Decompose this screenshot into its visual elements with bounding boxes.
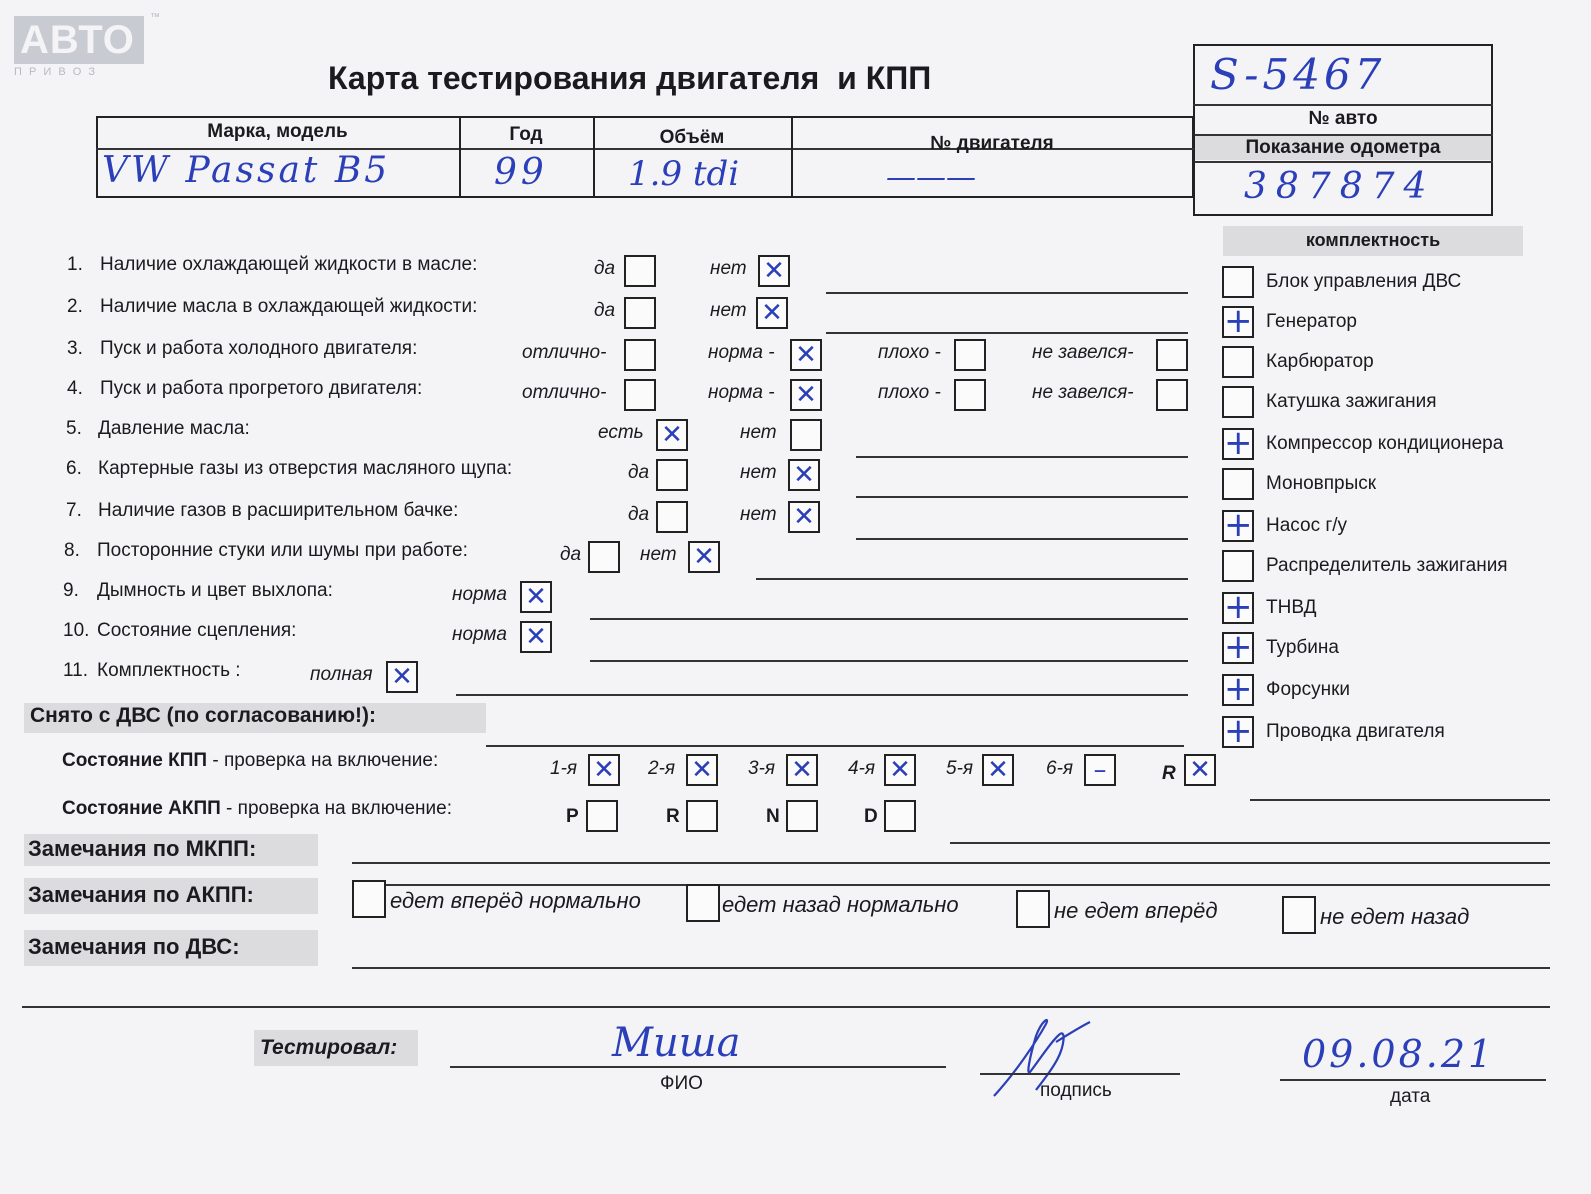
komplekt-item: Компрессор кондиционера bbox=[1266, 433, 1504, 454]
komplekt-item: Форсунки bbox=[1266, 679, 1350, 700]
check-text: Комплектность : bbox=[97, 660, 241, 681]
komplekt-item: Блок управления ДВС bbox=[1266, 271, 1462, 292]
akpp-option-label: едет назад нормально bbox=[722, 892, 959, 917]
remarks-mkpp-line bbox=[352, 862, 1550, 864]
check-option-label: норма - bbox=[708, 382, 775, 403]
akpp-gear-label: P bbox=[566, 806, 579, 827]
check-option-box-mark: ✕ bbox=[391, 662, 413, 692]
sign-label: подпись bbox=[1040, 1080, 1112, 1101]
check-option-box[interactable] bbox=[520, 621, 552, 653]
komplekt-item: Насос г/у bbox=[1266, 515, 1348, 536]
komplekt-box-mark: + bbox=[1224, 711, 1253, 751]
komplekt-box[interactable] bbox=[1222, 550, 1254, 582]
check-text: Наличие масла в охлаждающей жидкости: bbox=[100, 296, 478, 317]
logo-subtext: П Р И В О З bbox=[14, 66, 97, 78]
check-comment-line bbox=[856, 456, 1188, 458]
check-text: Пуск и работа холодного двигателя: bbox=[100, 338, 418, 359]
sign-line bbox=[980, 1073, 1180, 1075]
check-option-label: есть bbox=[598, 422, 644, 443]
kpp-gear-box[interactable] bbox=[1084, 754, 1116, 786]
remarks-akpp-line bbox=[352, 884, 1550, 886]
kpp-gear-box-mark: ✕ bbox=[791, 755, 813, 785]
akpp-option-box[interactable] bbox=[352, 880, 386, 918]
komplekt-item: Генератор bbox=[1266, 311, 1357, 332]
header-col-year: Год bbox=[509, 124, 543, 145]
kpp-gear-label: 6-я bbox=[1046, 758, 1074, 779]
komplekt-box-mark: + bbox=[1224, 301, 1253, 341]
akpp-label-rest: - проверка на включение: bbox=[220, 798, 452, 819]
check-option-label: да bbox=[628, 462, 650, 483]
kpp-gear-label: 5-я bbox=[946, 758, 974, 779]
check-option-label: норма bbox=[452, 584, 507, 605]
check-option-box[interactable] bbox=[520, 581, 552, 613]
check-option-label: полная bbox=[310, 664, 373, 685]
check-comment-line bbox=[826, 292, 1188, 294]
komplekt-item: Распределитель зажигания bbox=[1266, 555, 1508, 576]
kpp-gear-box-mark: ✕ bbox=[691, 755, 713, 785]
car-id-label: № авто bbox=[1308, 108, 1378, 129]
check-option-box[interactable] bbox=[954, 379, 986, 411]
check-option-box[interactable] bbox=[788, 501, 820, 533]
check-number: 6. bbox=[66, 458, 82, 479]
check-option-box[interactable] bbox=[624, 255, 656, 287]
remarks-dvs-line bbox=[352, 967, 1550, 969]
kpp-gear-box[interactable] bbox=[786, 754, 818, 786]
check-option-label: нет bbox=[740, 462, 777, 483]
komplekt-box[interactable] bbox=[1222, 386, 1254, 418]
volume-value: 1.9 tdi bbox=[628, 154, 740, 194]
check-option-box[interactable] bbox=[954, 339, 986, 371]
check-number: 5. bbox=[66, 418, 82, 439]
check-number: 7. bbox=[66, 500, 82, 521]
komplekt-box-mark: + bbox=[1224, 627, 1253, 667]
akpp-gear-label: R bbox=[666, 806, 680, 827]
page-title: Карта тестирования двигателя и КПП bbox=[328, 60, 932, 96]
check-comment-line bbox=[590, 660, 1188, 662]
check-option-box[interactable] bbox=[588, 541, 620, 573]
engine-no-value: ——— bbox=[886, 160, 976, 195]
komplekt-item: Карбюратор bbox=[1266, 351, 1374, 372]
kpp-gear-box[interactable] bbox=[686, 754, 718, 786]
check-comment-line bbox=[826, 332, 1188, 334]
kpp-gear-label: 2-я bbox=[648, 758, 676, 779]
check-text: Пуск и работа прогретого двигателя: bbox=[100, 378, 423, 399]
check-option-box-mark: ✕ bbox=[693, 542, 715, 572]
akpp-label bbox=[62, 798, 452, 820]
komplekt-item: Моновпрыск bbox=[1266, 473, 1377, 494]
check-option-label: да bbox=[628, 504, 650, 525]
check-option-label: нет bbox=[740, 504, 777, 525]
check-option-label: да bbox=[594, 258, 616, 279]
check-comment-line bbox=[590, 618, 1188, 620]
komplekt-item: Катушка зажигания bbox=[1266, 391, 1437, 412]
check-option-box[interactable] bbox=[790, 379, 822, 411]
akpp-gear-box[interactable] bbox=[586, 800, 618, 832]
check-option-box-mark: ✕ bbox=[795, 380, 817, 410]
komplekt-box[interactable] bbox=[1222, 711, 1254, 751]
check-text: Состояние сцепления: bbox=[97, 620, 297, 641]
car-id-value: S-5467 bbox=[1210, 50, 1386, 99]
remarks-akpp-label: Замечания по АКПП: bbox=[28, 882, 254, 907]
kpp-gear-box-mark: – bbox=[1093, 755, 1107, 785]
check-text: Наличие газов в расширительном бачке: bbox=[98, 500, 459, 521]
akpp-option-label: не едет назад bbox=[1320, 904, 1470, 929]
check-option-label: норма bbox=[452, 624, 507, 645]
komplekt-item: Проводка двигателя bbox=[1266, 721, 1445, 742]
akpp-gear-box[interactable] bbox=[786, 800, 818, 832]
check-number: 3. bbox=[67, 338, 83, 359]
check-option-label: не завелся- bbox=[1032, 382, 1134, 403]
akpp-option-box[interactable] bbox=[686, 884, 720, 922]
logo-text: АВТО bbox=[14, 16, 144, 64]
akpp-gear-box[interactable] bbox=[884, 800, 916, 832]
check-option-box-mark: ✕ bbox=[763, 256, 785, 286]
kpp-gear-label: 1-я bbox=[550, 758, 578, 779]
kpp-gear-box-mark: ✕ bbox=[1189, 755, 1211, 785]
kpp-gear-label: 3-я bbox=[748, 758, 776, 779]
komplekt-box-mark: + bbox=[1224, 587, 1253, 627]
check-number: 4. bbox=[67, 378, 83, 399]
check-number: 9. bbox=[63, 580, 79, 601]
kpp-gear-box[interactable] bbox=[884, 754, 916, 786]
remarks-dvs-label: Замечания по ДВС: bbox=[28, 934, 240, 959]
check-option-label: нет bbox=[740, 422, 777, 443]
check-number: 8. bbox=[64, 540, 80, 561]
kpp-label-bold: Состояние КПП bbox=[62, 750, 208, 771]
komplekt-box-mark: + bbox=[1224, 505, 1253, 545]
check-option-box-mark: ✕ bbox=[525, 582, 547, 612]
akpp-gear-label: N bbox=[766, 806, 780, 827]
check-option-box-mark: ✕ bbox=[525, 622, 547, 652]
check-option-box[interactable] bbox=[790, 419, 822, 451]
test-date: 09.08.21 bbox=[1302, 1032, 1496, 1076]
komplekt-item: ТНВД bbox=[1266, 597, 1317, 618]
header-col-model: Марка, модель bbox=[207, 121, 348, 142]
date-line bbox=[1280, 1079, 1546, 1081]
check-text: Картерные газы из отверстия масляного щупа: bbox=[98, 458, 513, 479]
check-option-box[interactable] bbox=[624, 339, 656, 371]
komplekt-box[interactable] bbox=[1222, 423, 1254, 463]
komplekt-title: комплектность bbox=[1305, 230, 1441, 250]
check-option-box[interactable] bbox=[656, 501, 688, 533]
kpp-gear-box-mark: ✕ bbox=[987, 755, 1009, 785]
removed-label: Снято с ДВС (по согласованию!): bbox=[30, 704, 377, 727]
odometer-divider bbox=[1193, 161, 1493, 163]
check-option-label: отлично- bbox=[522, 342, 607, 363]
check-option-box[interactable] bbox=[790, 339, 822, 371]
check-option-box[interactable] bbox=[688, 541, 720, 573]
odometer-label: Показание одометра bbox=[1245, 137, 1441, 158]
check-option-box[interactable] bbox=[624, 379, 656, 411]
kpp-gear-box[interactable] bbox=[588, 754, 620, 786]
check-text: Посторонние стуки или шумы при работе: bbox=[97, 540, 468, 561]
akpp-option-label: не едет вперёд bbox=[1054, 898, 1218, 923]
check-option-box[interactable] bbox=[788, 459, 820, 491]
komplekt-box[interactable] bbox=[1222, 505, 1254, 545]
check-number: 10. bbox=[63, 620, 90, 641]
komplekt-box[interactable] bbox=[1222, 587, 1254, 627]
check-option-label: не завелся- bbox=[1032, 342, 1134, 363]
check-option-box-mark: ✕ bbox=[793, 460, 815, 490]
akpp-line bbox=[950, 842, 1550, 844]
removed-line bbox=[486, 745, 1184, 747]
logo-trademark: ™ bbox=[150, 12, 160, 23]
komplekt-box-mark: + bbox=[1224, 423, 1253, 463]
check-option-label: да bbox=[594, 300, 616, 321]
check-option-label: отлично- bbox=[522, 382, 607, 403]
logo bbox=[14, 12, 160, 78]
check-comment-line bbox=[856, 496, 1188, 498]
check-text: Давление масла: bbox=[98, 418, 250, 439]
check-text: Дымность и цвет выхлопа: bbox=[97, 580, 333, 601]
year-value: 99 bbox=[494, 152, 548, 193]
akpp-option-label: едет вперёд нормально bbox=[390, 888, 641, 913]
akpp-option-box[interactable] bbox=[1282, 896, 1316, 934]
check-option-box[interactable] bbox=[656, 459, 688, 491]
remarks-mkpp-label: Замечания по МКПП: bbox=[28, 836, 257, 861]
komplekt-box-mark: + bbox=[1224, 669, 1253, 709]
komplekt-box[interactable] bbox=[1222, 346, 1254, 378]
check-option-label: нет bbox=[710, 258, 747, 279]
header-col-volume: Объём bbox=[659, 127, 725, 148]
check-option-label: нет bbox=[640, 544, 677, 565]
check-option-label: норма - bbox=[708, 342, 775, 363]
komplekt-box[interactable] bbox=[1222, 468, 1254, 500]
kpp-gear-box-mark: ✕ bbox=[889, 755, 911, 785]
check-option-box[interactable] bbox=[656, 419, 688, 451]
kpp-gear-box-mark: ✕ bbox=[593, 755, 615, 785]
akpp-gear-label: D bbox=[864, 806, 878, 827]
odometer-value: 387874 bbox=[1244, 166, 1436, 207]
komplekt-item: Турбина bbox=[1266, 637, 1339, 658]
tester-name: Миша bbox=[612, 1020, 741, 1066]
akpp-label-bold: Состояние АКПП bbox=[62, 798, 221, 819]
header-col-engine-no: № двигателя bbox=[930, 133, 1054, 154]
check-option-label: плохо - bbox=[878, 342, 941, 363]
date-label: дата bbox=[1390, 1086, 1431, 1107]
fio-label: ФИО bbox=[660, 1073, 703, 1094]
kpp-label bbox=[62, 750, 438, 772]
check-comment-line bbox=[856, 538, 1188, 540]
tested-label: Тестировал: bbox=[260, 1036, 398, 1059]
car-id-divider bbox=[1193, 104, 1493, 106]
check-option-box[interactable] bbox=[758, 255, 790, 287]
check-option-box-mark: ✕ bbox=[661, 420, 683, 450]
check-option-box[interactable] bbox=[624, 297, 656, 329]
check-number: 2. bbox=[67, 296, 83, 317]
check-option-label: плохо - bbox=[878, 382, 941, 403]
check-option-box[interactable] bbox=[1156, 339, 1188, 371]
check-option-label: да bbox=[560, 544, 582, 565]
check-option-box[interactable] bbox=[1156, 379, 1188, 411]
komplekt-box[interactable] bbox=[1222, 266, 1254, 298]
check-option-box[interactable] bbox=[756, 297, 788, 329]
header-col-sep-3 bbox=[791, 116, 793, 198]
kpp-gear-box[interactable] bbox=[1184, 754, 1216, 786]
kpp-gear-label: R bbox=[1162, 763, 1176, 784]
kpp-gear-label: 4-я bbox=[848, 758, 876, 779]
check-comment-line bbox=[456, 694, 1188, 696]
kpp-line bbox=[1250, 799, 1550, 801]
komplekt-box[interactable] bbox=[1222, 627, 1254, 667]
akpp-gear-box[interactable] bbox=[686, 800, 718, 832]
komplekt-box[interactable] bbox=[1222, 669, 1254, 709]
check-comment-line bbox=[756, 578, 1188, 580]
check-number: 11. bbox=[63, 660, 89, 681]
remarks-extra-line-1 bbox=[22, 1006, 1550, 1008]
check-number: 1. bbox=[67, 254, 83, 275]
akpp-option-box[interactable] bbox=[1016, 890, 1050, 928]
kpp-gear-box[interactable] bbox=[982, 754, 1014, 786]
check-text: Наличие охлаждающей жидкости в масле: bbox=[100, 254, 478, 275]
check-option-box[interactable] bbox=[386, 661, 418, 693]
check-option-box-mark: ✕ bbox=[795, 340, 817, 370]
komplekt-box[interactable] bbox=[1222, 301, 1254, 341]
kpp-label-rest: - проверка на включение: bbox=[207, 750, 439, 771]
fio-line bbox=[450, 1066, 946, 1068]
model-value: VW Passat B5 bbox=[102, 150, 391, 191]
check-option-box-mark: ✕ bbox=[793, 502, 815, 532]
check-option-box-mark: ✕ bbox=[761, 298, 783, 328]
check-option-label: нет bbox=[710, 300, 747, 321]
